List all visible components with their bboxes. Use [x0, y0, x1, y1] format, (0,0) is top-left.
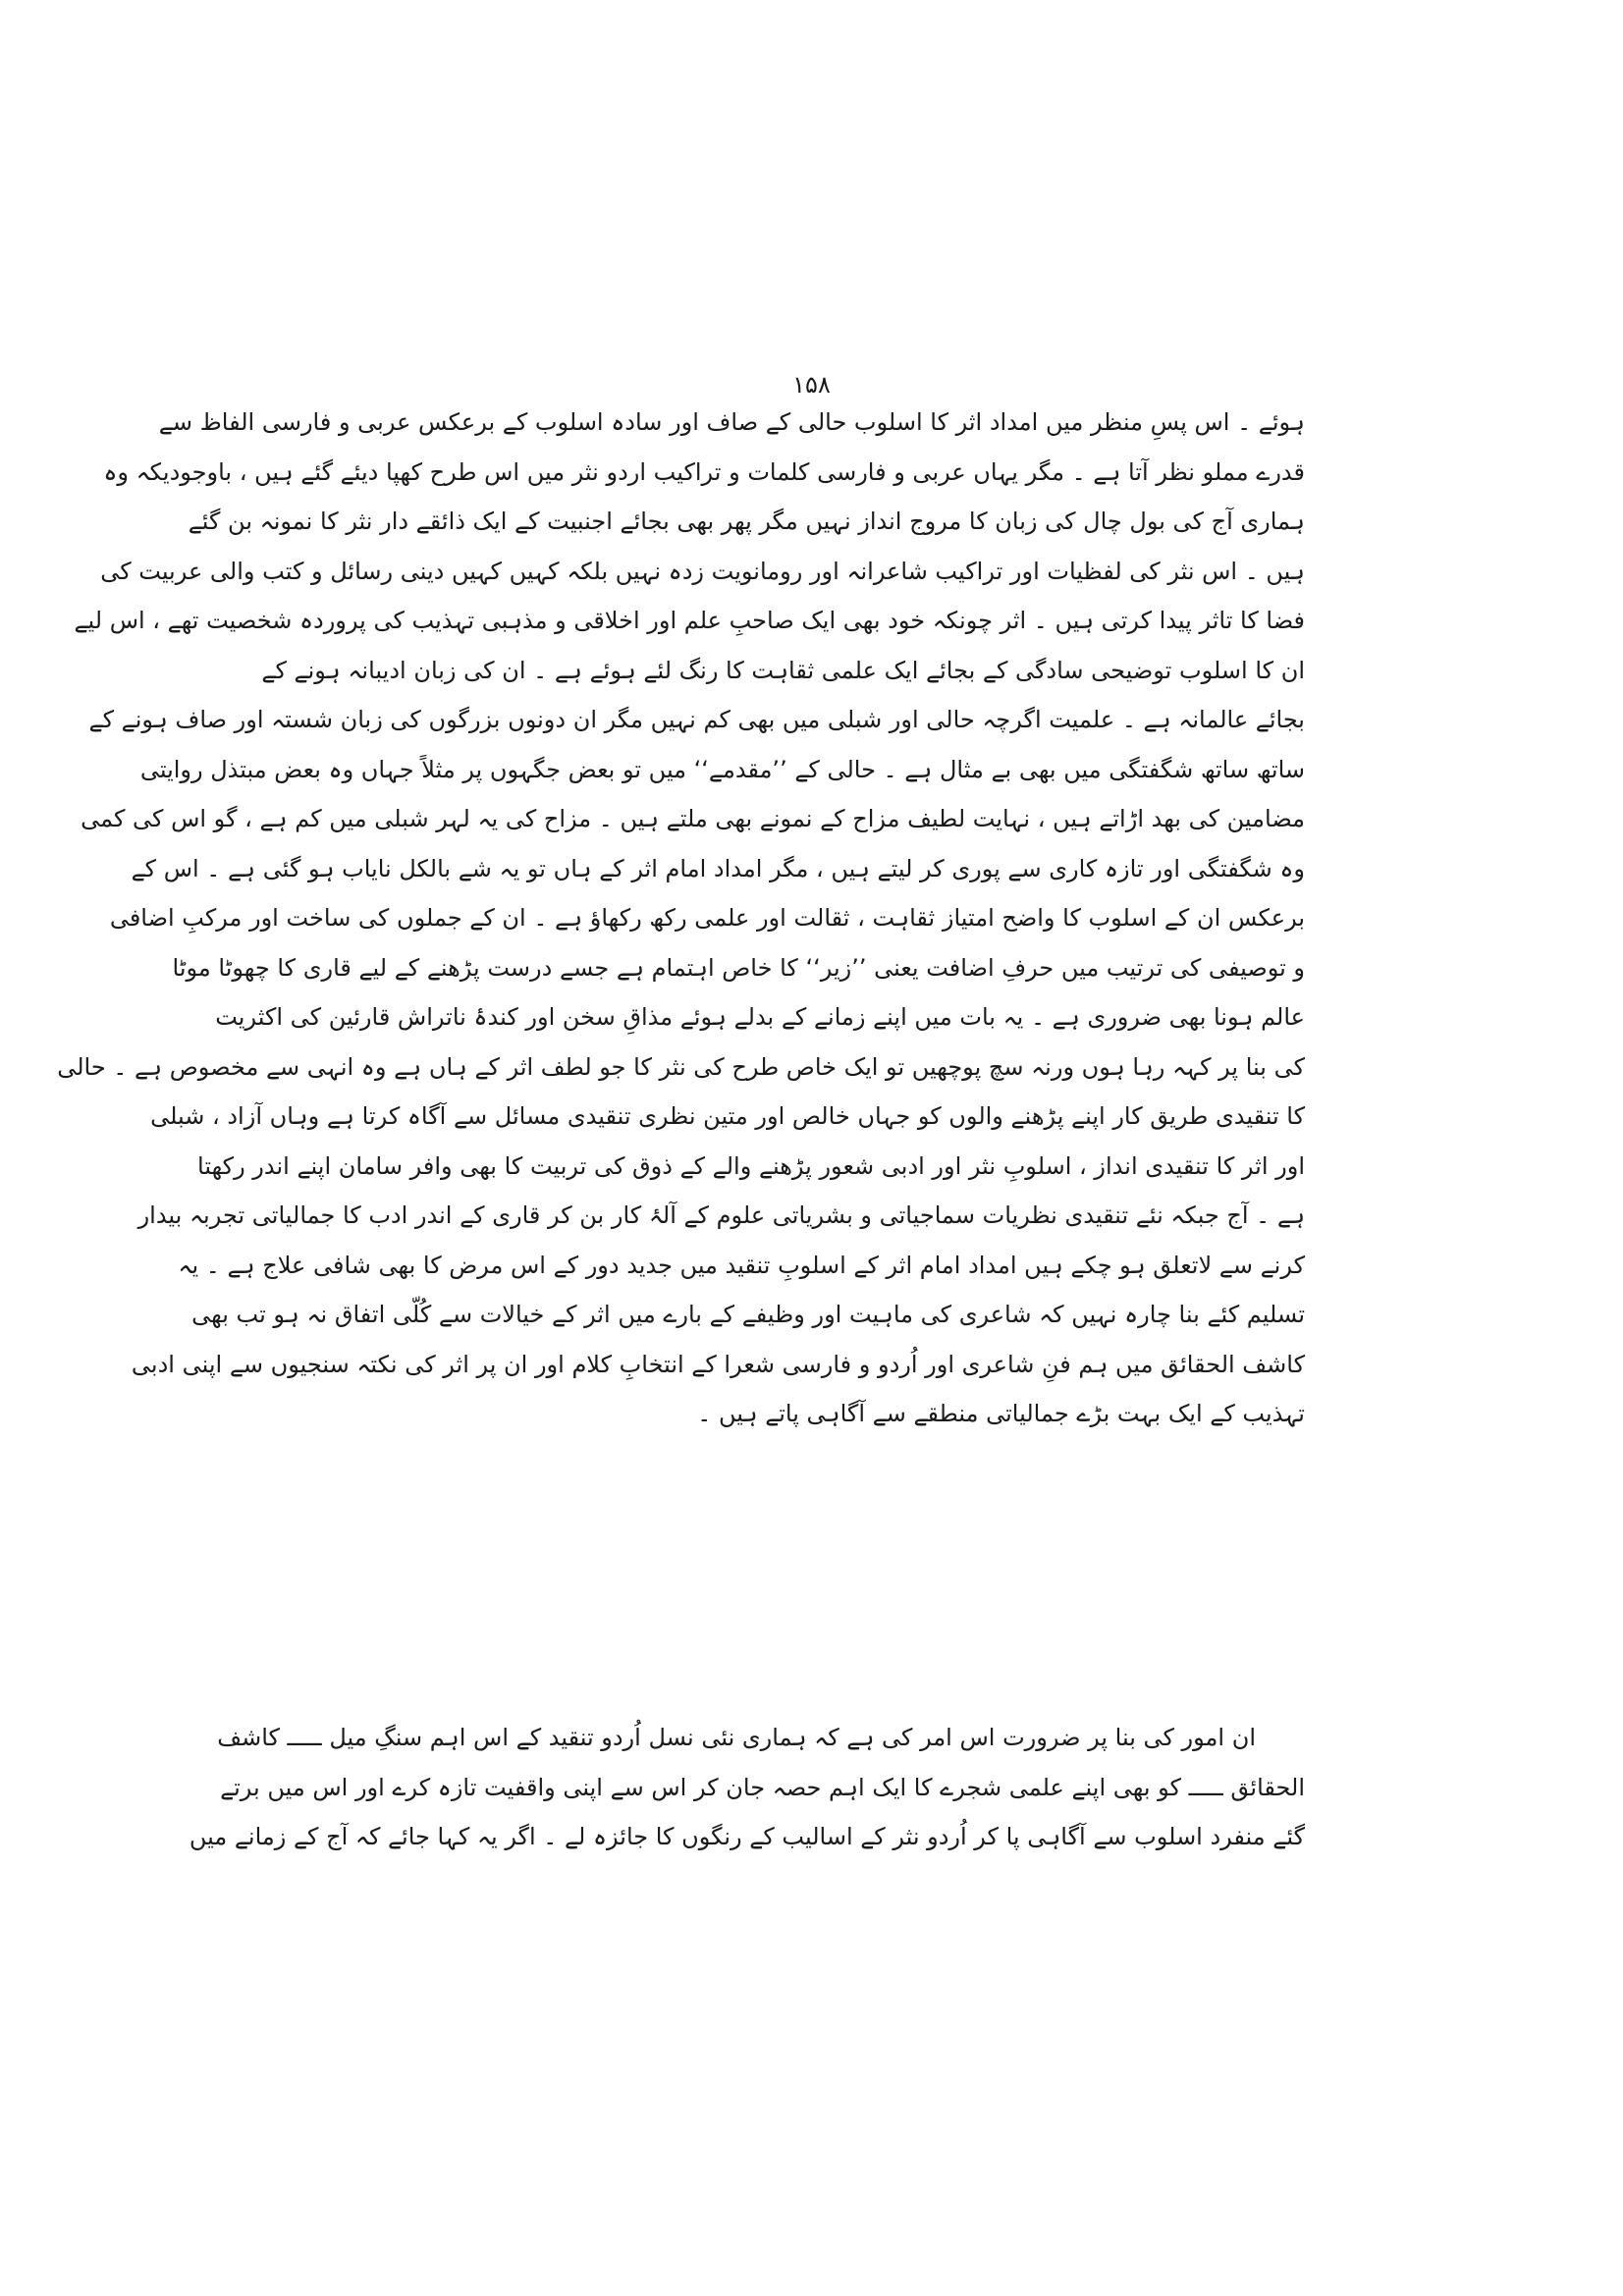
text-line: کرنے سے لاتعلق ہو چکے ہیں امداد امام اثر کے اسلوبِ تنقید میں جدید دور کے اس مرض کا بھی شافی علاج ہے ۔ یہ	[178, 1251, 1305, 1279]
text-line: ہماری آج کی بول چال کی زبان کا مروج انداز نہیں مگر پھر بھی بجائے اجنبیت کے ایک ذائقے دار نثر کا نمونہ بن گئے	[188, 507, 1305, 535]
text-line: عالم ہونا بھی ضروری ہے ۔ یہ بات میں اپنے زمانے کے بدلے ہوئے مذاقِ سخن اور کندۂ ناتراش قارئین کی اکثریت	[215, 1003, 1305, 1031]
text-line: فضا کا تاثر پیدا کرتی ہیں ۔ اثر چونکہ خود بھی ایک صاحبِ علم اور اخلاقی و مذہبی تہذیب کی پروردہ شخصیت تھے ، اس لیے	[74, 607, 1305, 634]
text-line: و توصیفی کی ترتیب میں حرفِ اضافت یعنی ’’زیر‘‘ کا خاص اہتمام ہے جسے درست پڑھنے کے لیے قاری کا چھوٹا موٹا	[172, 953, 1305, 982]
text-line: مضامین کی بھد اڑاتے ہیں ، نہایت لطیف مزاح کے نمونے بھی ملتے ہیں ۔ مزاح کی یہ لہر شبلی میں کم ہے ، گو اس کی کمی	[81, 805, 1305, 832]
text-line: تہذیب کے ایک بہت بڑے جمالیاتی منطقے سے آگاہی پاتے ہیں ۔	[697, 1400, 1305, 1427]
page-number: ۱۵۸	[792, 371, 831, 399]
text-line: کاشف الحقائق میں ہم فنِ شاعری اور اُردو و فارسی شعرا کے انتخابِ کلام اور ان پر اثر کی نکتہ سنجیوں سے اپنی ادبی	[131, 1350, 1305, 1378]
body-paragraph-1	[57, 398, 1305, 1439]
text-line: کا تنقیدی طریق کار اپنے پڑھنے والوں کو جہاں خالص اور متین نظری تنقیدی مسائل سے آگاہ کرتا ہے وہاں آزاد ، شبلی	[150, 1102, 1305, 1130]
text-line: قدرے مملو نظر آتا ہے ۔ مگر یہاں عربی و فارسی کلمات و تراکیب اردو نثر میں اس طرح کھپا دیئے گئے ہیں ، باوجودیکہ وہ	[103, 457, 1305, 486]
text-line: اور اثر کا تنقیدی انداز ، اسلوبِ نثر اور ادبی شعور پڑھنے والے کے ذوق کی تربیت کا بھی وافر سامان اپنے اندر رکھتا	[197, 1151, 1305, 1180]
text-line: وہ شگفتگی اور تازہ کاری سے پوری کر لیتے ہیں ، مگر امداد امام اثر کے ہاں تو یہ شے بالکل نایاب ہو گئی ہے ۔ اس کے	[131, 854, 1305, 882]
text-line: ہوئے ۔ اس پسِ منظر میں امداد اثر کا اسلوب حالی کے صاف اور سادہ اسلوب کے برعکس عربی و فارسی الفاظ سے	[158, 408, 1305, 436]
body-paragraph-2	[189, 1713, 1305, 1862]
text-line: ہے ۔ آج جبکہ نئے تنقیدی نظریات سماجیاتی و بشریاتی علوم کے آلۂ کار بن کر قاری کے اندر ادب کا جمالیاتی تجربہ بیدار	[137, 1201, 1305, 1229]
text-line: الحقائق ـــــ کو بھی اپنے علمی شجرے کا ایک اہم حصہ جان کر اس سے اپنی واقفیت تازہ کرے اور اس میں برتے	[220, 1773, 1305, 1801]
text-line: تسلیم کئے بنا چارہ نہیں کہ شاعری کی ماہیت اور وظیفے کے بارے میں اثر کے خیالات سے کُلّی اتفاق نہ ہو تب بھی	[191, 1301, 1305, 1328]
text-line: ان امور کی بنا پر ضرورت اس امر کی ہے کہ ہماری نئی نسل اُردو تنقید کے اس اہم سنگِ میل ـــــ کاشف	[217, 1724, 1256, 1751]
text-line: بجائے عالمانہ ہے ۔ علمیت اگرچہ حالی اور شبلی میں بھی کم نہیں مگر ان دونوں بزرگوں کی زبان شستہ اور صاف ہونے کے	[88, 706, 1305, 733]
text-line: گئے منفرد اسلوب سے آگاہی پا کر اُردو نثر کے اسالیب کے رنگوں کا جائزہ لے ۔ اگر یہ کہا جائے کہ آج کے زمانے میں	[189, 1823, 1305, 1850]
text-line: ہیں ۔ اس نثر کی لفظیات اور تراکیب شاعرانہ اور رومانویت زدہ نہیں بلکہ کہیں کہیں دینی رسائل و کتب والی عربیت کی	[100, 557, 1305, 585]
text-line: ساتھ ساتھ شگفتگی میں بھی بے مثال ہے ۔ حالی کے ’’مقدمے‘‘ میں تو بعض جگہوں پر مثلاً جہاں وہ بعض مبتذل روایتی	[139, 755, 1305, 783]
text-line: ان کا اسلوب توضیحی سادگی کے بجائے ایک علمی ثقاہت کا رنگ لئے ہوئے ہے ۔ ان کی زبان ادیبانہ ہونے کے	[261, 656, 1305, 684]
text-line: برعکس ان کے اسلوب کا واضح امتیاز ثقاہت ، ثقالت اور علمی رکھ رکھاؤ ہے ۔ ان کے جملوں کی ساخت اور مرکبِ اضافی	[109, 904, 1305, 932]
text-line: کی بنا پر کہہ رہا ہوں ورنہ سچ پوچھیں تو ایک خاص طرح کی نثر کا جو لطف اثر کے ہاں ہے وہ انہی سے مخصوص ہے ۔ حالی	[57, 1052, 1305, 1081]
